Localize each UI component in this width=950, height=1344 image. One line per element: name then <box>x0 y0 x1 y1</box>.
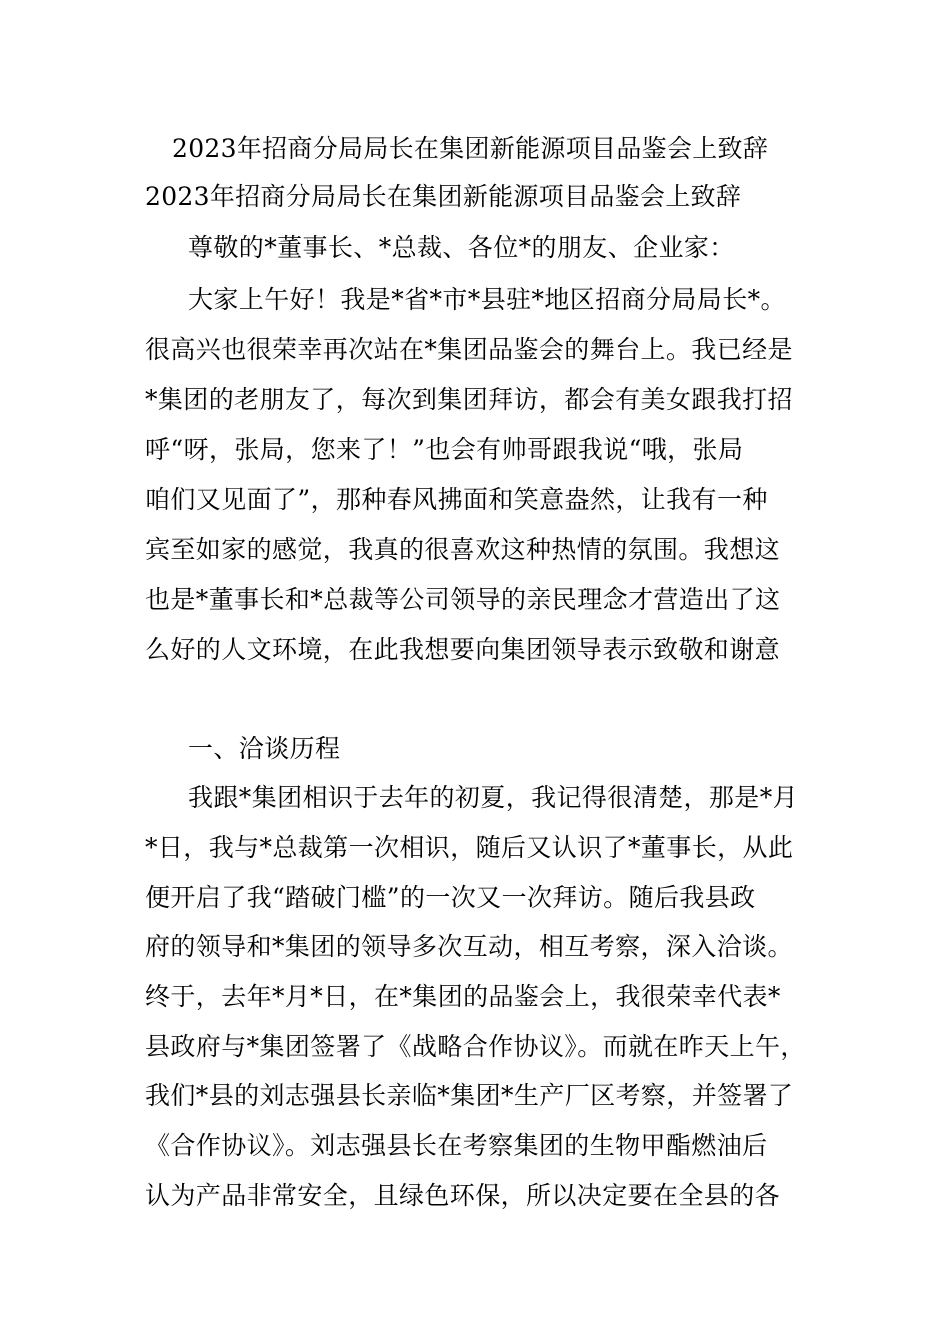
paragraph-1-line: 呼“呀，张局，您来了！”也会有帅哥跟我说“哦，张局 <box>145 435 744 464</box>
document-title-line-1: 2023年招商分局局长在集团新能源项目品鉴会上致辞 <box>172 134 769 163</box>
paragraph-2-line: 我们*县的刘志强县长亲临*集团*生产厂区考察，并签署了 <box>145 1081 794 1110</box>
section-1-heading: 一、洽谈历程 <box>188 734 341 763</box>
paragraph-1-line: 咱们又见面了”，那种春风拂面和笑意盎然，让我有一种 <box>145 485 768 514</box>
paragraph-1-line: 宾至如家的感觉，我真的很喜欢这种热情的氛围。我想这 <box>145 535 781 564</box>
paragraph-1-line: *集团的老朋友了，每次到集团拜访，都会有美女跟我打招 <box>145 385 793 414</box>
document-title-line-2: 2023年招商分局局长在集团新能源项目品鉴会上致辞 <box>145 182 742 211</box>
paragraph-2-line: *日，我与*总裁第一次相识，随后又认识了*董事长，从此 <box>145 833 794 862</box>
paragraph-2-line: 我跟*集团相识于去年的初夏，我记得很清楚，那是*月 <box>188 783 799 812</box>
paragraph-1-line: 很高兴也很荣幸再次站在*集团品鉴会的舞台上。我已经是 <box>145 335 793 364</box>
greeting-line: 尊敬的*董事长、*总裁、各位*的朋友、企业家： <box>188 233 735 262</box>
paragraph-2-line: 县政府与*集团签署了《战略合作协议》。而就在昨天上午， <box>145 1032 806 1061</box>
paragraph-2-line: 终于，去年*月*日，在*集团的品鉴会上，我很荣幸代表* <box>145 982 781 1011</box>
paragraph-1-line: 大家上午好！我是*省*市*县驻*地区招商分局局长*。 <box>188 285 786 314</box>
paragraph-2-line: 便开启了我“踏破门槛”的一次又一次拜访。随后我县政 <box>145 883 756 912</box>
paragraph-1-line: 也是*董事长和*总裁等公司领导的亲民理念才营造出了这 <box>145 585 781 614</box>
paragraph-2-line: 认为产品非常安全，且绿色环保，所以决定要在全县的各 <box>145 1181 781 1210</box>
paragraph-2-line: 府的领导和*集团的领导多次互动，相互考察，深入洽谈。 <box>145 932 793 961</box>
paragraph-1-line: 么好的人文环境，在此我想要向集团领导表示致敬和谢意 <box>145 635 781 664</box>
paragraph-2-line: 《合作协议》。刘志强县长在考察集团的生物甲酯燃油后 <box>145 1131 768 1160</box>
